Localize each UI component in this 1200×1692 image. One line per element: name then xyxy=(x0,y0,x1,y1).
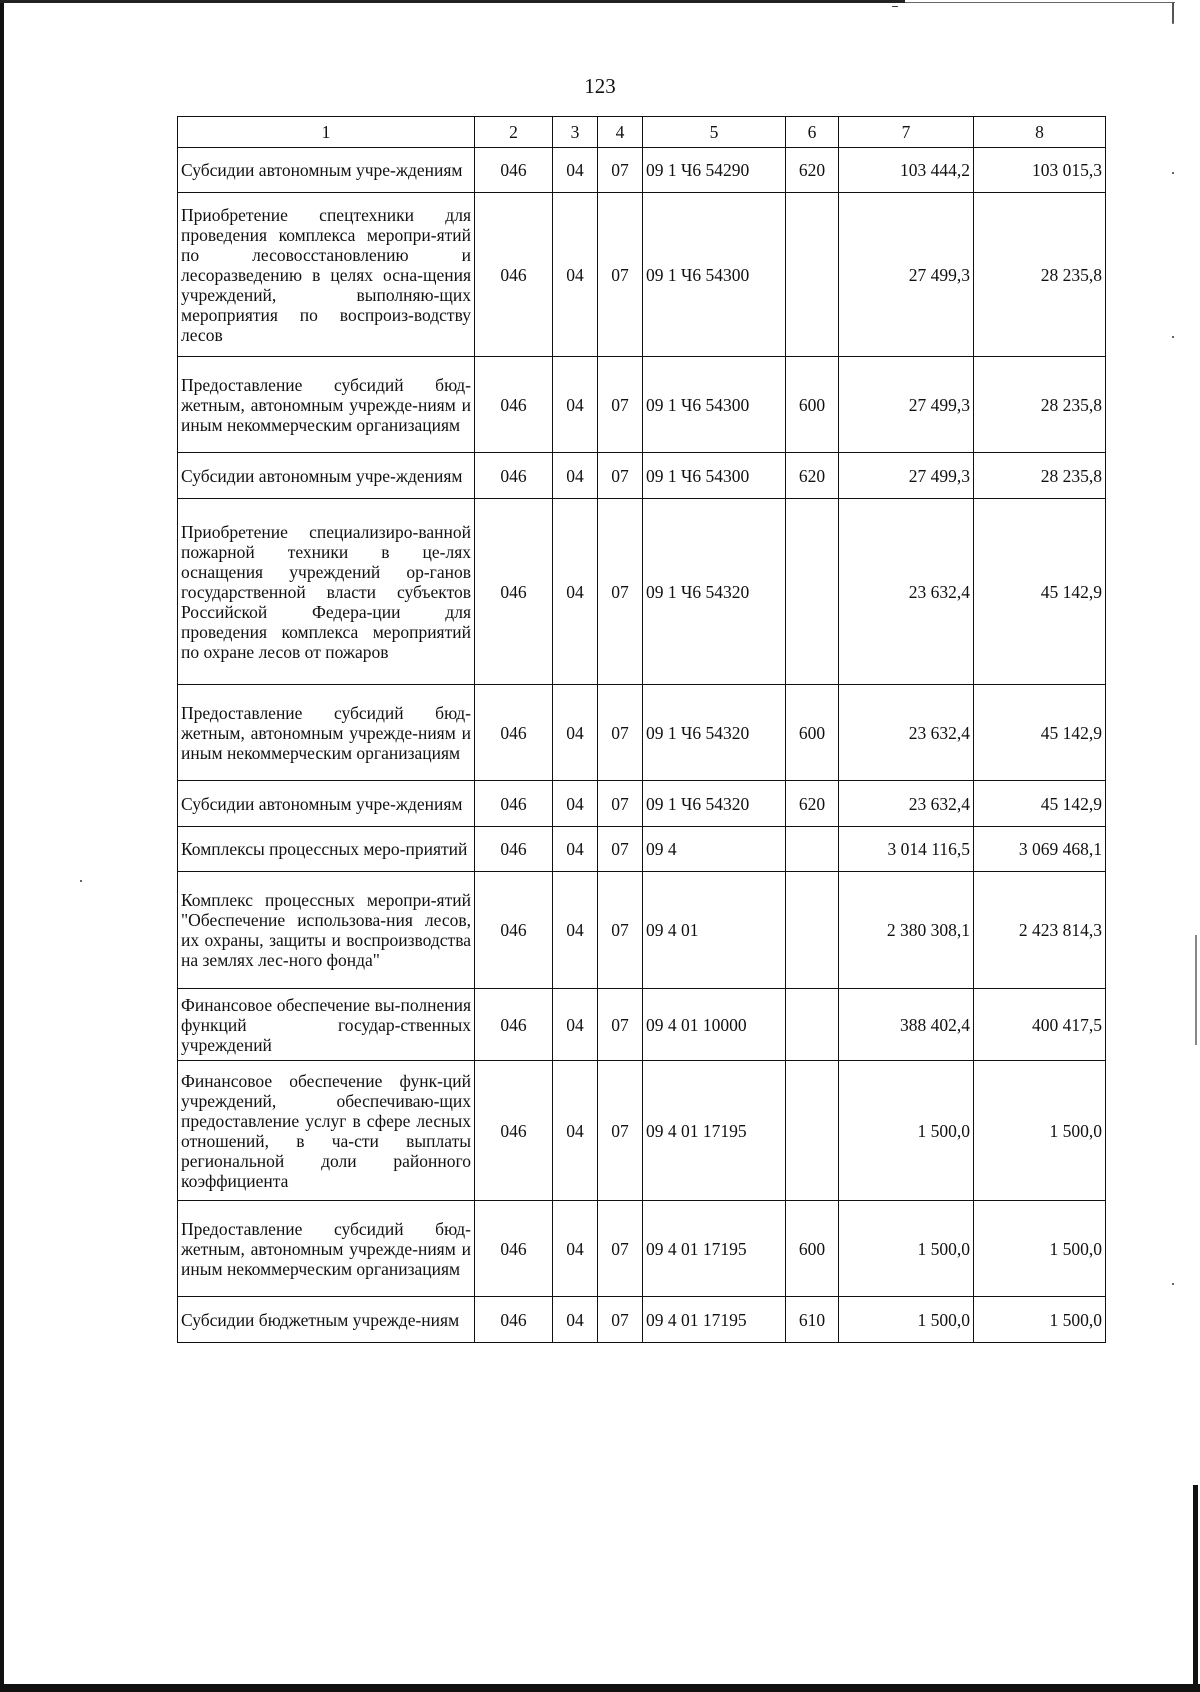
column-header: 4 xyxy=(598,117,643,148)
cell-c5: 09 4 01 xyxy=(643,872,786,989)
column-header: 5 xyxy=(643,117,786,148)
cell-c2: 046 xyxy=(475,781,553,827)
cell-c3: 04 xyxy=(553,872,598,989)
scan-border-right-faint xyxy=(1195,935,1197,1045)
cell-c8: 103 015,3 xyxy=(974,148,1106,193)
cell-c8: 28 235,8 xyxy=(974,453,1106,499)
table-row xyxy=(178,781,1106,827)
cell-c4: 07 xyxy=(598,357,643,453)
row-name: Финансовое обеспечение вы-полнения функций государ-ственных учреждений xyxy=(178,989,475,1061)
scan-border-right xyxy=(1193,1485,1198,1685)
scan-border-top xyxy=(0,0,905,3)
cell-c5: 09 4 01 10000 xyxy=(643,989,786,1061)
cell-c4: 07 xyxy=(598,989,643,1061)
row-name: Финансовое обеспечение функ-ций учреждений, обеспечиваю-щих предоставление услуг в сфере лесных отношений, в ча-сти выплаты региональной доли районного коэффициента xyxy=(178,1061,475,1201)
row-name: Субсидии бюджетным учрежде-ниям xyxy=(178,1297,475,1343)
cell-c2: 046 xyxy=(475,685,553,781)
cell-c8: 28 235,8 xyxy=(974,193,1106,357)
budget-table xyxy=(177,116,1106,1343)
cell-c6: 610 xyxy=(786,1297,839,1343)
cell-c5: 09 4 01 17195 xyxy=(643,1297,786,1343)
cell-c8: 2 423 814,3 xyxy=(974,872,1106,989)
cell-c6: 620 xyxy=(786,148,839,193)
cell-c4: 07 xyxy=(598,685,643,781)
scan-speck xyxy=(1172,336,1174,338)
cell-c3: 04 xyxy=(553,1297,598,1343)
table-header-row xyxy=(178,117,1106,148)
cell-c8: 1 500,0 xyxy=(974,1297,1106,1343)
cell-c5: 09 1 Ч6 54300 xyxy=(643,193,786,357)
cell-c5: 09 4 01 17195 xyxy=(643,1201,786,1297)
cell-c6 xyxy=(786,1061,839,1201)
cell-c5: 09 1 Ч6 54290 xyxy=(643,148,786,193)
cell-c2: 046 xyxy=(475,357,553,453)
table-row xyxy=(178,1297,1106,1343)
cell-c6: 600 xyxy=(786,1201,839,1297)
row-name: Комплекс процессных меропри-ятий "Обеспечение использова-ния лесов, их охраны, защиты и воспроизводства на землях лес-ного фонда" xyxy=(178,872,475,989)
cell-c4: 07 xyxy=(598,193,643,357)
cell-c4: 07 xyxy=(598,827,643,872)
scan-border-top-thin xyxy=(905,2,1175,3)
cell-c5: 09 1 Ч6 54300 xyxy=(643,357,786,453)
table-row xyxy=(178,1201,1106,1297)
table-row xyxy=(178,453,1106,499)
row-name: Субсидии автономным учре-ждениям xyxy=(178,781,475,827)
cell-c2: 046 xyxy=(475,827,553,872)
cell-c4: 07 xyxy=(598,499,643,685)
row-name: Предоставление субсидий бюд-жетным, автономным учрежде-ниям и иным некоммерческим организациям xyxy=(178,685,475,781)
cell-c2: 046 xyxy=(475,1061,553,1201)
cell-c7: 27 499,3 xyxy=(839,453,974,499)
cell-c3: 04 xyxy=(553,453,598,499)
scan-speck xyxy=(1172,1283,1174,1285)
cell-c6: 600 xyxy=(786,685,839,781)
cell-c6: 620 xyxy=(786,781,839,827)
cell-c4: 07 xyxy=(598,453,643,499)
cell-c7: 1 500,0 xyxy=(839,1201,974,1297)
cell-c4: 07 xyxy=(598,148,643,193)
cell-c3: 04 xyxy=(553,148,598,193)
scan-speck xyxy=(892,6,898,7)
cell-c5: 09 1 Ч6 54320 xyxy=(643,499,786,685)
cell-c3: 04 xyxy=(553,685,598,781)
cell-c8: 45 142,9 xyxy=(974,781,1106,827)
cell-c3: 04 xyxy=(553,499,598,685)
row-name: Приобретение спецтехники для проведения комплекса меропри-ятий по лесовосстановлению и лесоразведению в целях осна-щения учреждений, выполняю-щих мероприятия по воспроиз-водству лесов xyxy=(178,193,475,357)
cell-c7: 1 500,0 xyxy=(839,1297,974,1343)
row-name: Предоставление субсидий бюд-жетным, автономным учрежде-ниям и иным некоммерческим организациям xyxy=(178,357,475,453)
page-number: 123 xyxy=(584,74,616,98)
cell-c3: 04 xyxy=(553,781,598,827)
cell-c6 xyxy=(786,193,839,357)
table-row xyxy=(178,872,1106,989)
cell-c7: 3 014 116,5 xyxy=(839,827,974,872)
column-header: 2 xyxy=(475,117,553,148)
column-header: 6 xyxy=(786,117,839,148)
table-row xyxy=(178,499,1106,685)
cell-c2: 046 xyxy=(475,193,553,357)
cell-c3: 04 xyxy=(553,357,598,453)
cell-c4: 07 xyxy=(598,1297,643,1343)
table-row xyxy=(178,357,1106,453)
cell-c7: 23 632,4 xyxy=(839,685,974,781)
cell-c8: 45 142,9 xyxy=(974,685,1106,781)
cell-c2: 046 xyxy=(475,148,553,193)
cell-c4: 07 xyxy=(598,1061,643,1201)
row-name: Комплексы процессных меро-приятий xyxy=(178,827,475,872)
table-row xyxy=(178,193,1106,357)
table-row xyxy=(178,148,1106,193)
table-row xyxy=(178,827,1106,872)
cell-c5: 09 4 01 17195 xyxy=(643,1061,786,1201)
cell-c5: 09 1 Ч6 54320 xyxy=(643,685,786,781)
table-row xyxy=(178,989,1106,1061)
column-header: 7 xyxy=(839,117,974,148)
cell-c3: 04 xyxy=(553,1201,598,1297)
cell-c7: 388 402,4 xyxy=(839,989,974,1061)
row-name: Приобретение специализиро-ванной пожарной техники в це-лях оснащения учреждений ор-ганов государственной власти субъектов Российской Федера-ции для проведения комплекса мероприятий по охране лесов от пожаров xyxy=(178,499,475,685)
column-header: 3 xyxy=(553,117,598,148)
cell-c3: 04 xyxy=(553,989,598,1061)
cell-c8: 28 235,8 xyxy=(974,357,1106,453)
scan-speck xyxy=(80,880,82,882)
row-name: Субсидии автономным учре-ждениям xyxy=(178,453,475,499)
cell-c8: 1 500,0 xyxy=(974,1061,1106,1201)
cell-c7: 23 632,4 xyxy=(839,781,974,827)
scan-speck xyxy=(1172,172,1174,174)
column-header: 1 xyxy=(178,117,475,148)
cell-c4: 07 xyxy=(598,872,643,989)
cell-c5: 09 1 Ч6 54320 xyxy=(643,781,786,827)
table-row xyxy=(178,685,1106,781)
cell-c8: 45 142,9 xyxy=(974,499,1106,685)
cell-c3: 04 xyxy=(553,1061,598,1201)
cell-c7: 1 500,0 xyxy=(839,1061,974,1201)
cell-c6: 600 xyxy=(786,357,839,453)
scan-speck xyxy=(1172,2,1174,24)
cell-c5: 09 4 xyxy=(643,827,786,872)
cell-c4: 07 xyxy=(598,1201,643,1297)
cell-c6: 620 xyxy=(786,453,839,499)
cell-c6 xyxy=(786,872,839,989)
cell-c6 xyxy=(786,827,839,872)
cell-c7: 23 632,4 xyxy=(839,499,974,685)
table-row xyxy=(178,1061,1106,1201)
column-header: 8 xyxy=(974,117,1106,148)
cell-c6 xyxy=(786,499,839,685)
cell-c7: 27 499,3 xyxy=(839,193,974,357)
cell-c3: 04 xyxy=(553,193,598,357)
row-name: Предоставление субсидий бюд-жетным, автономным учрежде-ниям и иным некоммерческим организациям xyxy=(178,1201,475,1297)
cell-c5: 09 1 Ч6 54300 xyxy=(643,453,786,499)
cell-c2: 046 xyxy=(475,989,553,1061)
scan-border-bottom xyxy=(0,1684,1200,1692)
scan-border-left xyxy=(0,0,4,1692)
cell-c7: 27 499,3 xyxy=(839,357,974,453)
cell-c2: 046 xyxy=(475,499,553,685)
cell-c7: 2 380 308,1 xyxy=(839,872,974,989)
cell-c8: 1 500,0 xyxy=(974,1201,1106,1297)
cell-c8: 3 069 468,1 xyxy=(974,827,1106,872)
cell-c8: 400 417,5 xyxy=(974,989,1106,1061)
cell-c2: 046 xyxy=(475,1297,553,1343)
cell-c7: 103 444,2 xyxy=(839,148,974,193)
cell-c2: 046 xyxy=(475,872,553,989)
cell-c2: 046 xyxy=(475,453,553,499)
cell-c2: 046 xyxy=(475,1201,553,1297)
row-name: Субсидии автономным учре-ждениям xyxy=(178,148,475,193)
cell-c4: 07 xyxy=(598,781,643,827)
cell-c6 xyxy=(786,989,839,1061)
cell-c3: 04 xyxy=(553,827,598,872)
